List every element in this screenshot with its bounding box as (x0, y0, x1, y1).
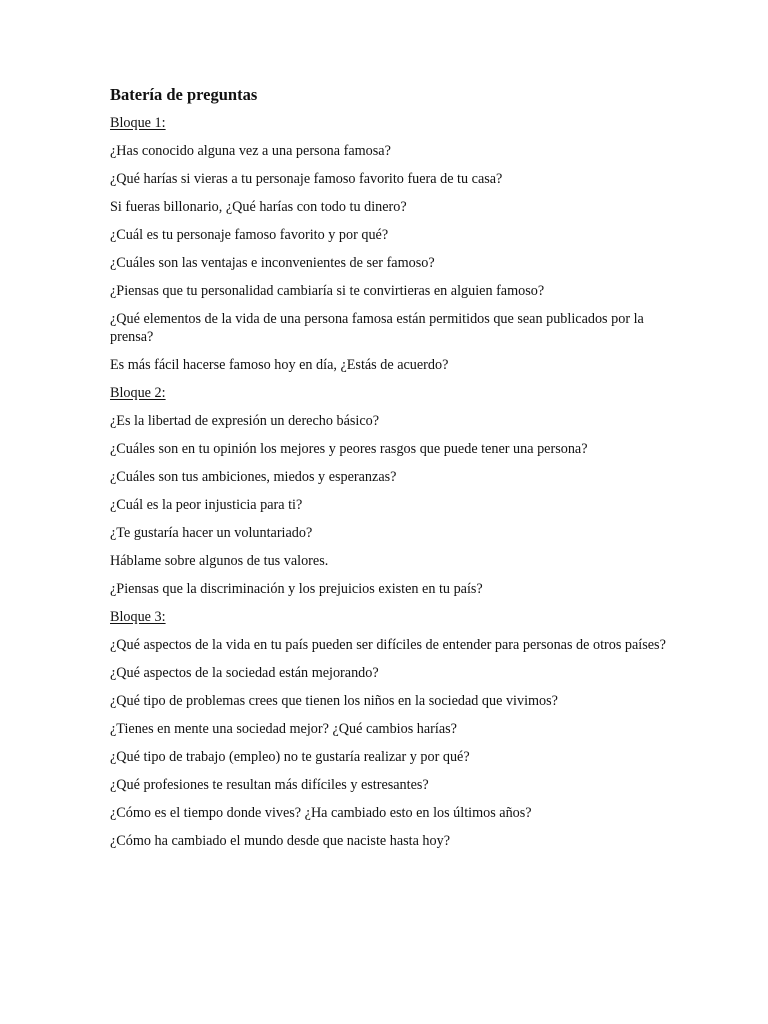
question-item: ¿Cómo ha cambiado el mundo desde que naciste hasta hoy? (110, 833, 451, 849)
question-item: Si fueras billonario, ¿Qué harías con todo tu dinero? (110, 199, 407, 215)
question-item: ¿Qué profesiones te resultan más difíciles y estresantes? (110, 777, 429, 793)
question-item: ¿Tienes en mente una sociedad mejor? ¿Qué cambios harías? (110, 721, 457, 737)
question-item: ¿Te gustaría hacer un voluntariado? (110, 525, 313, 541)
question-item: ¿Cuál es la peor injusticia para ti? (110, 497, 303, 513)
question-item: ¿Has conocido alguna vez a una persona famosa? (110, 143, 391, 159)
question-item: ¿Es la libertad de expresión un derecho básico? (110, 413, 380, 429)
question-item: ¿Piensas que tu personalidad cambiaría si te convirtieras en alguien famoso? (110, 283, 545, 299)
block-heading: Bloque 1: (110, 115, 166, 131)
document-title: Batería de preguntas (110, 85, 258, 104)
question-item: ¿Cuáles son en tu opinión los mejores y peores rasgos que puede tener una persona? (110, 441, 588, 457)
question-block (110, 608, 670, 850)
document-page (110, 84, 670, 860)
question-item: ¿Piensas que la discriminación y los prejuicios existen en tu país? (110, 581, 483, 597)
block-heading: Bloque 2: (110, 385, 166, 401)
question-list (110, 142, 670, 374)
question-item: Es más fácil hacerse famoso hoy en día, ¿Estás de acuerdo? (110, 357, 449, 373)
question-blocks (110, 114, 670, 850)
question-list (110, 412, 670, 598)
block-heading: Bloque 3: (110, 609, 166, 625)
question-item: ¿Qué tipo de trabajo (empleo) no te gustaría realizar y por qué? (110, 749, 470, 765)
question-item: ¿Qué aspectos de la vida en tu país pueden ser difíciles de entender para personas de otros países? (110, 637, 666, 653)
question-block (110, 114, 670, 374)
question-item: ¿Cuáles son las ventajas e inconvenientes de ser famoso? (110, 255, 435, 271)
question-item: ¿Qué tipo de problemas crees que tienen los niños en la sociedad que vivimos? (110, 693, 558, 709)
question-item: ¿Cómo es el tiempo donde vives? ¿Ha cambiado esto en los últimos años? (110, 805, 532, 821)
question-item: Háblame sobre algunos de tus valores. (110, 553, 329, 569)
question-item: ¿Qué elementos de la vida de una persona famosa están permitidos que sean publicados por la prensa? (110, 311, 644, 345)
question-item: ¿Cuál es tu personaje famoso favorito y por qué? (110, 227, 389, 243)
question-item: ¿Cuáles son tus ambiciones, miedos y esperanzas? (110, 469, 397, 485)
question-item: ¿Qué aspectos de la sociedad están mejorando? (110, 665, 379, 681)
question-item: ¿Qué harías si vieras a tu personaje famoso favorito fuera de tu casa? (110, 171, 503, 187)
question-list (110, 636, 670, 850)
question-block (110, 384, 670, 598)
